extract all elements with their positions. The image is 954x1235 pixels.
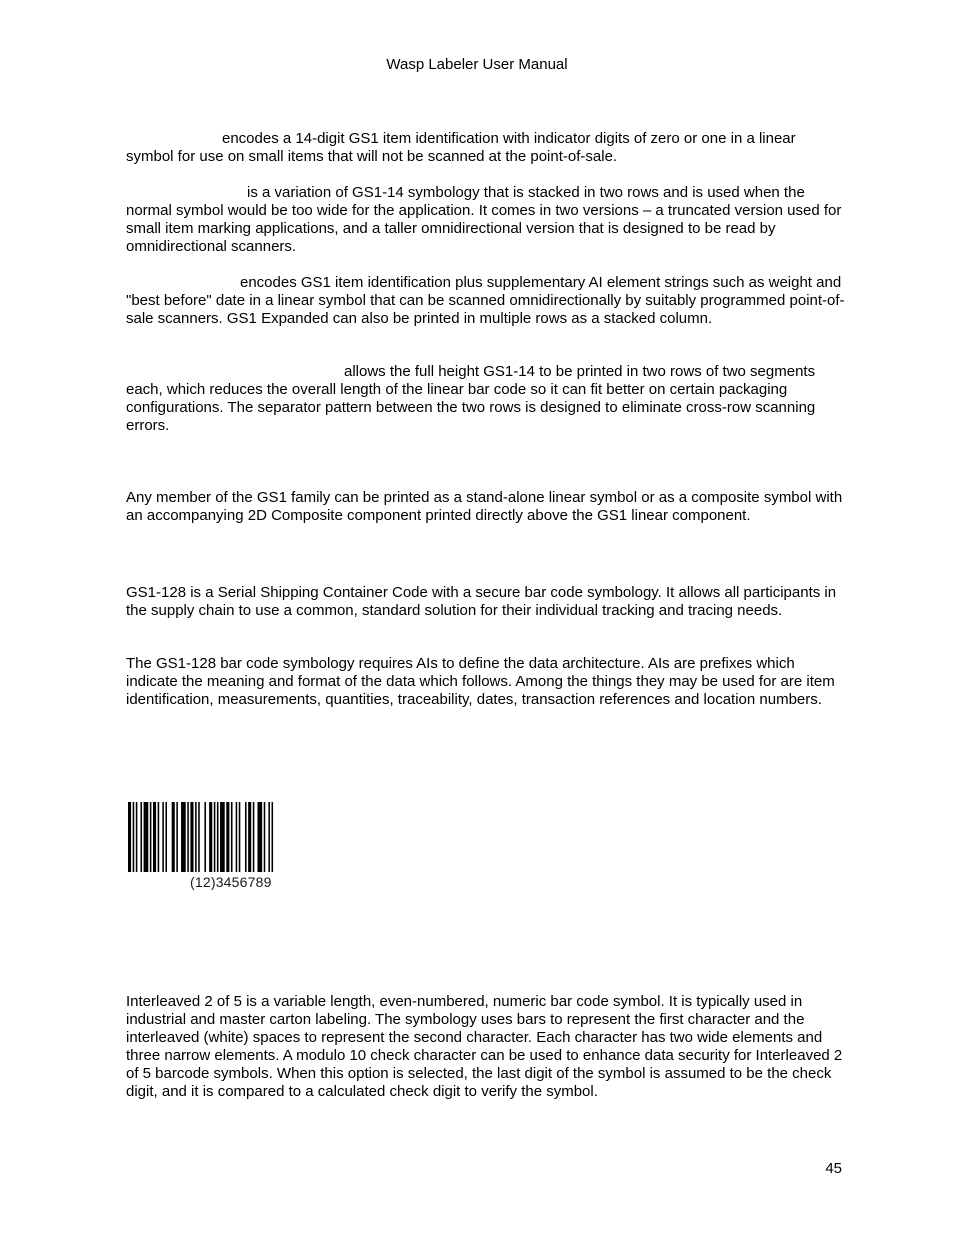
barcode-bar [140, 802, 142, 872]
barcode-bar [236, 802, 238, 872]
composite-paragraph: Any member of the GS1 family can be printed as a stand-alone linear symbol or as a composite symbol with an accompanying 2D Composite component printed directly above the GS1 linear component. [126, 489, 843, 524]
barcode-bar [214, 802, 216, 872]
page-number: 45 [825, 1160, 842, 1177]
barcode-bar [253, 802, 255, 872]
barcode-bar [217, 802, 219, 872]
barcode-bar [144, 802, 149, 872]
barcode-bar [198, 802, 200, 872]
gs1-128-barcode-image [126, 800, 338, 895]
gs1-14-stacked-text: is a variation of GS1-14 symbology that is stacked in two rows and is used when the normal symbol would be too wide for the application. It comes in two versions – a truncated version used for small item marking applications, and a taller omnidirectional version that is designed to be read by omnidirectional scanners. [126, 184, 842, 255]
barcode-bar [190, 802, 193, 872]
gs1-expanded-text: encodes GS1 item identification plus supplementary AI element strings such as weight and "best before" date in a linear symbol that can be scanned omnidirectionally by suitably programmed point-of-sale scanners. GS1 Expanded can also be printed in multiple rows as a stacked column. [126, 274, 845, 327]
interleaved-2-of-5-paragraph: Interleaved 2 of 5 is a variable length, even-numbered, numeric bar code symbol. It is typically used in industrial and master carton labeling. The symbology uses bars to represent the first character and the interleaved (white) spaces to represent the second character. Each character has two wide elements and three narrow elements. A modulo 10 check character can be used to enhance data security for Interleaved 2 of 5 barcode symbols. When this option is selected, the last digit of the symbol is assumed to be the check digit, and it is compared to a calculated check digit to verify the symbol. [126, 993, 843, 1100]
gs1-14-stacked-omni-text: allows the full height GS1-14 to be printed in two rows of two segments each, which reduces the overall length of the linear bar code so it can fit better on certain packaging configurations. The separator pattern between the two rows is designed to eliminate cross-row scanning errors. [126, 363, 816, 434]
barcode-bar [272, 802, 274, 872]
barcode-bar [128, 802, 131, 872]
barcode-bar [195, 802, 197, 872]
barcode-bar [176, 802, 178, 872]
barcode-bar [133, 802, 135, 872]
running-header: Wasp Labeler User Manual [386, 56, 568, 73]
gs1-14-paragraph [126, 130, 846, 166]
barcode-bar [226, 802, 229, 872]
barcode-bar [245, 802, 247, 872]
barcode-bar [239, 802, 241, 872]
barcode-caption: (12)3456789 [190, 874, 272, 890]
gs1-128-paragraph-1: GS1-128 is a Serial Shipping Container Code with a secure bar code symbology. It allows all participants in the supply chain to use a common, standard solution for their individual tracking and tracing needs. [126, 584, 837, 619]
gs1-14-stacked-omni-paragraph [126, 363, 846, 435]
barcode-bar [204, 802, 206, 872]
barcode-bar [136, 802, 138, 872]
gs1-128-paragraph-2: The GS1-128 bar code symbology requires AIs to define the data architecture. AIs are prefixes which indicate the meaning and format of the data which follows. Among the things they may be used for are item identification, measurements, quantities, traceability, dates, transaction references and location numbers. [126, 655, 835, 708]
barcode-bar [257, 802, 262, 872]
gs1-expanded-paragraph [126, 274, 846, 328]
barcode-bar [220, 802, 225, 872]
gs1-14-text: encodes a 14-digit GS1 item identification with indicator digits of zero or one in a linear symbol for use on small items that will not be scanned at the point-of-sale. [126, 130, 796, 165]
barcode-bar [268, 802, 270, 872]
barcode-bar [248, 802, 251, 872]
barcode-bar [150, 802, 152, 872]
barcode-bar [231, 802, 233, 872]
barcode-bar [209, 802, 212, 872]
gs1-14-stacked-paragraph [126, 184, 846, 256]
barcode-bar [172, 802, 175, 872]
barcode-bar [153, 802, 156, 872]
barcode-bar [158, 802, 160, 872]
barcode-bar [162, 802, 164, 872]
barcode-bar [187, 802, 189, 872]
barcode-bar [165, 802, 167, 872]
barcode-bars [126, 800, 338, 874]
barcode-bar [181, 802, 186, 872]
barcode-bar [264, 802, 266, 872]
